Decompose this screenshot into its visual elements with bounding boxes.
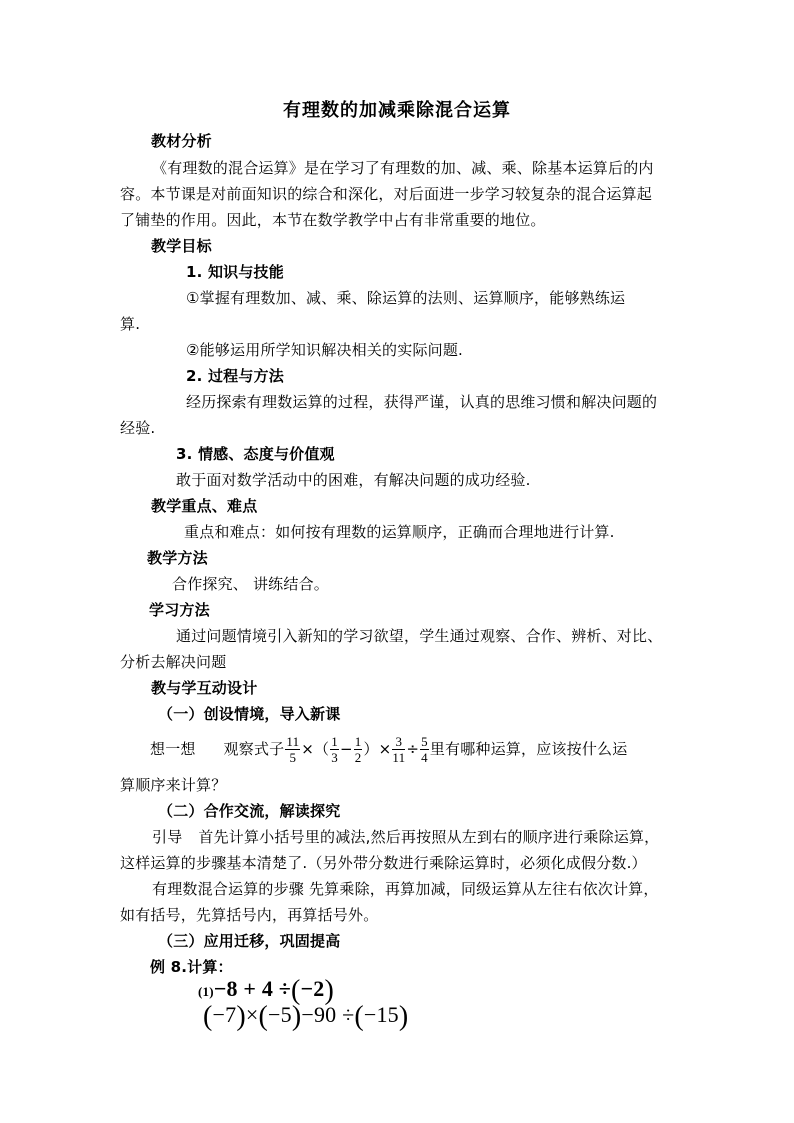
expression-text: −2	[300, 976, 325, 1001]
paragraph-line: 经验.	[120, 419, 156, 437]
question-text: 里有哪种运算，应该按什么运	[429, 740, 628, 758]
section-heading-analysis: 教材分析	[151, 132, 212, 150]
paragraph-line	[152, 827, 659, 847]
paragraph-line: 经历探索有理数运算的过程，获得严谨，认真的思维习惯和解决问题的	[186, 393, 658, 411]
paragraph-line: 算顺序来计算？	[120, 776, 227, 794]
fraction: $\frac{1}{3}$	[331, 734, 338, 765]
fraction: $\frac{1}{2}$	[354, 734, 362, 765]
subheading-apply: （三）应用迁移，巩固提高	[158, 932, 341, 950]
page-title: 有理数的加减乘除混合运算	[283, 100, 511, 121]
expression-text: −5	[268, 1002, 292, 1027]
expression-2: (−7)×(−5)−90 ÷(−15)	[203, 1001, 409, 1032]
operator: ×	[245, 1002, 259, 1027]
observe-label: 观察式子	[223, 740, 285, 758]
fraction: $\frac{5}{4}$	[421, 734, 428, 765]
paragraph-line: 《有理数的混合运算》是在学习了有理数的加、减、乘、除基本运算后的内	[152, 159, 654, 177]
section-heading-learning: 学习方法	[149, 601, 210, 619]
guide-text: 首先计算小括号里的减法,然后再按照从左到右的顺序进行乘除运算，	[198, 828, 660, 846]
paragraph-line: 这样运算的步骤基本清楚了.（另外带分数进行乘除运算时，必须化成假分数.）	[120, 854, 647, 872]
paragraph-line: ①掌握有理数加、减、乘、除运算的法则、运算顺序，能够熟练运	[186, 289, 626, 307]
paragraph-line: 分析去解决问题	[120, 653, 227, 671]
operator: ÷	[406, 740, 420, 758]
section-heading-goals: 教学目标	[151, 237, 212, 255]
guide-label: 引导	[152, 828, 183, 846]
section-heading-methods: 教学方法	[147, 549, 208, 567]
paragraph-line: 了铺垫的作用。因此，本节在数学教学中占有非常重要的地位。	[120, 211, 546, 229]
paragraph-line: 算.	[120, 315, 141, 333]
paragraph-line: 通过问题情境引入新知的学习欲望，学生通过观察、合作、辨析、对比、	[176, 627, 663, 645]
subheading-attitude: 3. 情感、态度与价值观	[176, 445, 335, 463]
expression-text: −15	[363, 1002, 399, 1027]
fraction: $\frac{3}{11}$	[392, 734, 406, 765]
subheading-knowledge: 1. 知识与技能	[186, 263, 284, 281]
paragraph-line: ②能够运用所学知识解决相关的实际问题.	[186, 341, 464, 359]
paragraph-line: 重点和难点：如何按有理数的运算顺序，正确而合理地进行计算.	[184, 523, 615, 541]
paragraph-line: 如有括号，先算括号内，再算括号外。	[120, 906, 379, 924]
paragraph-line: 容。本节课是对前面知识的综合和深化，对后面进一步学习较复杂的混合运算起	[120, 185, 653, 203]
paragraph-line: 有理数混合运算的步骤 先算乘除，再算加减，同级运算从左往右依次计算，	[152, 880, 659, 898]
subheading-process: 2. 过程与方法	[186, 367, 284, 385]
section-heading-keypoints: 教学重点、难点	[151, 497, 258, 515]
fraction: $\frac{11}{5}$	[286, 734, 300, 765]
expression-text: −7	[212, 1002, 237, 1027]
item-label: (1)	[198, 984, 214, 999]
section-heading-interaction: 教与学互动设计	[151, 679, 258, 697]
subheading-explore: （二）合作交流，解读探究	[158, 802, 341, 820]
expression-text: −90 ÷	[301, 1002, 355, 1027]
subheading-intro: （一）创设情境，导入新课	[158, 705, 341, 723]
paragraph-line: 合作探究、 讲练结合。	[172, 575, 329, 593]
operator: ）×	[363, 740, 392, 758]
expression-1: (1)−8 + 4 ÷(−2)	[198, 975, 335, 1006]
example-heading: 例 8.计算：	[150, 958, 233, 976]
think-label: 想一想	[150, 740, 196, 758]
operator: ×（	[301, 740, 330, 758]
operator: −	[339, 740, 353, 758]
expression-text: −8 + 4 ÷	[213, 976, 292, 1001]
paragraph-line: 敢于面对数学活动中的困难，有解决问题的成功经验.	[176, 471, 531, 489]
formula-line	[150, 735, 627, 764]
